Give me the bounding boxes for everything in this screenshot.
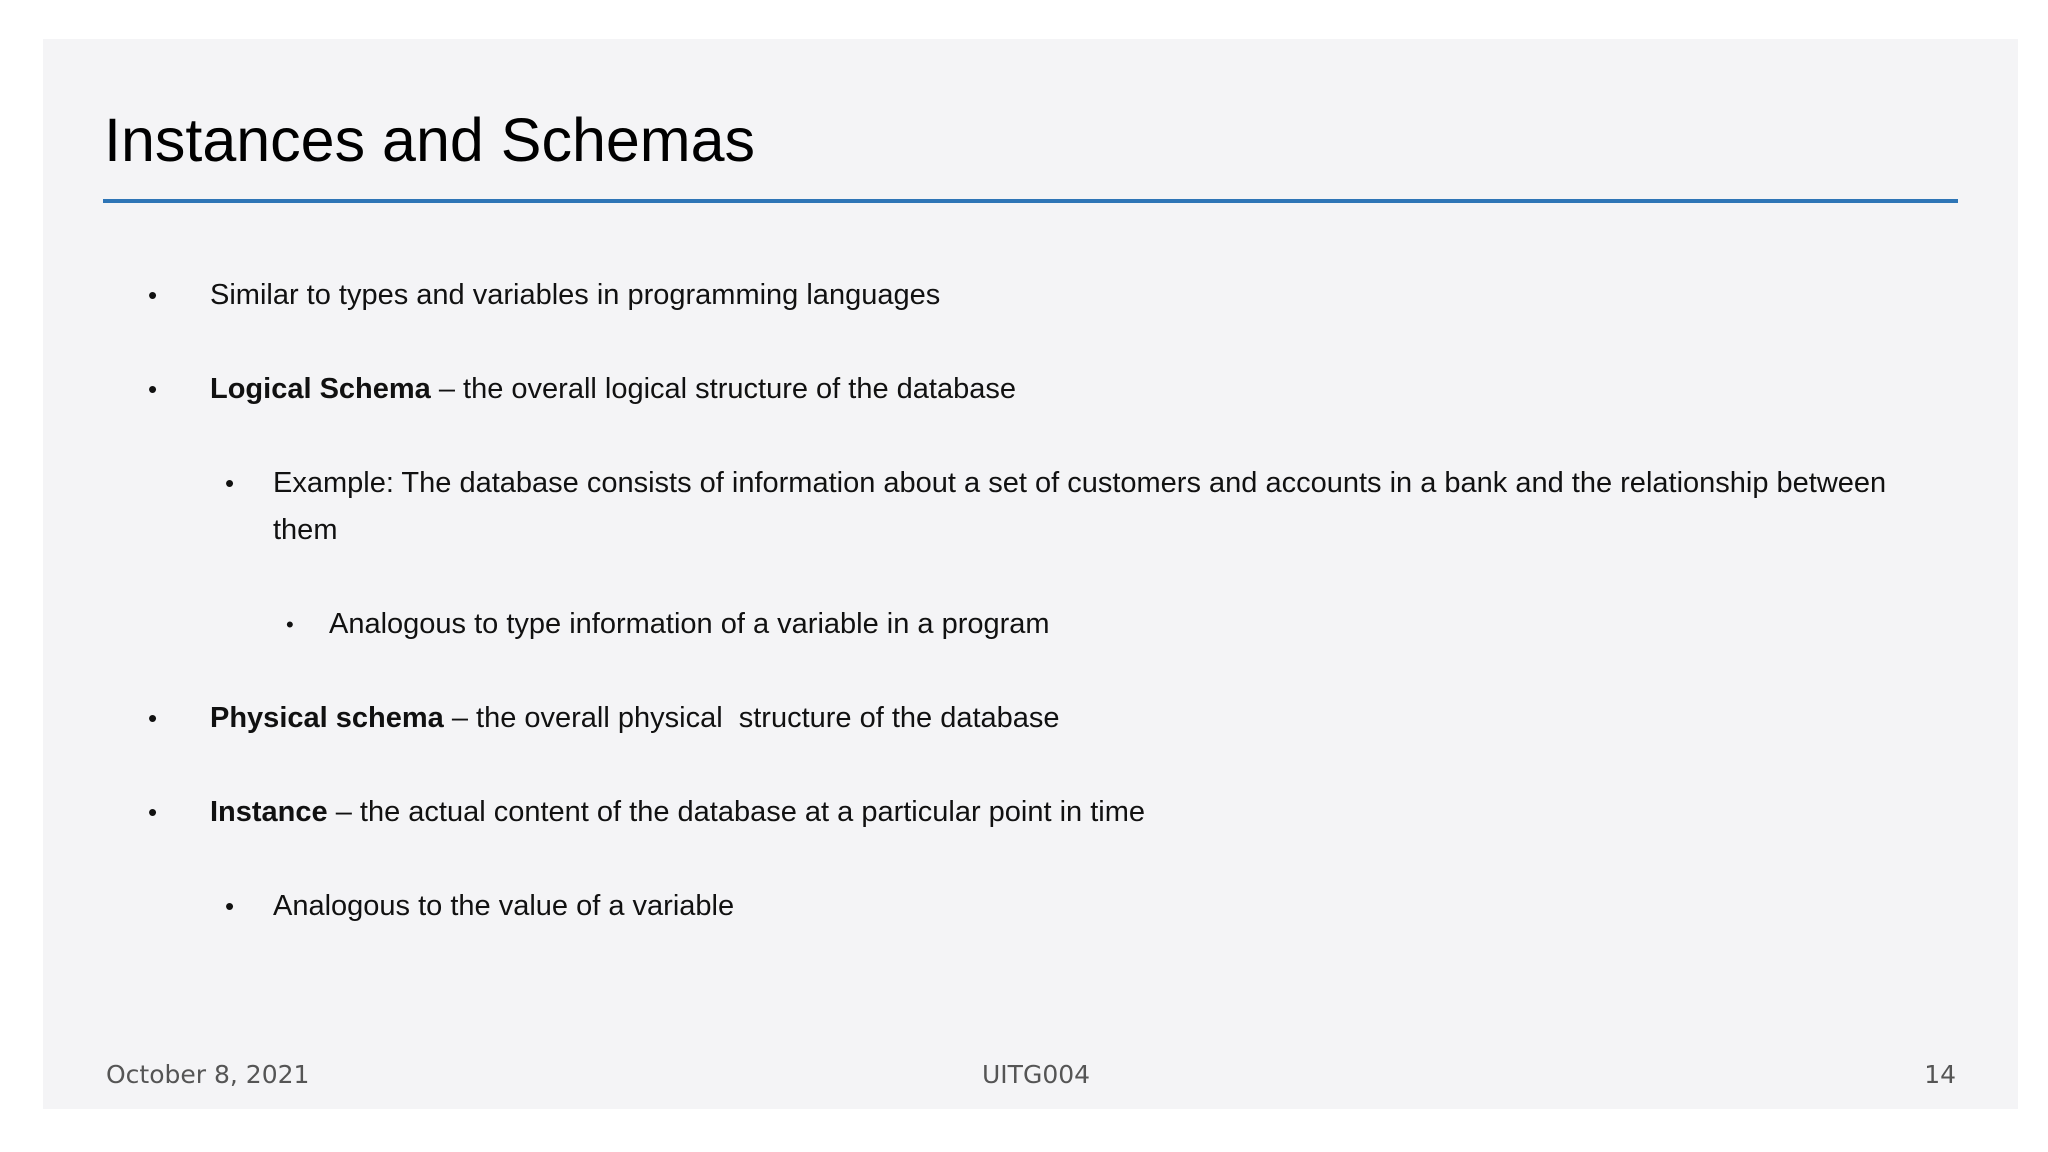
bullet-dot: • [148, 374, 158, 404]
bullet-item [225, 460, 1952, 554]
footer-date: October 8, 2021 [106, 1060, 310, 1089]
bullet-definition: – the actual content of the database at a particular point in time [327, 796, 1146, 828]
bullet-item [148, 272, 941, 319]
bullet-term: Instance [210, 796, 328, 828]
bullet-dot: • [148, 280, 158, 310]
bullet-text: Analogous to the value of a variable [273, 890, 735, 922]
bullet-definition: – the overall physical structure of the database [443, 702, 1060, 734]
bullet-text: Analogous to type information of a variable in a program [329, 608, 1050, 640]
bullet-dot: • [286, 612, 294, 637]
bullet-item [148, 366, 1016, 413]
bullet-definition: – the overall logical structure of the database [430, 373, 1016, 405]
slide-number: 14 [1924, 1060, 1956, 1089]
bullet-text [164, 366, 1016, 413]
bullet-item [225, 883, 1952, 930]
slide-title: Instances and Schemas [104, 106, 756, 174]
bullet-text [164, 789, 1145, 836]
bullet-text: Example: The database consists of information about a set of customers and accounts in a bank and the relationship between them [273, 467, 1887, 546]
bullet-dot: • [225, 468, 235, 498]
bullet-text [164, 695, 1060, 742]
bullet-term: Logical Schema [210, 373, 431, 405]
slide [43, 39, 2018, 1109]
bullet-text: Similar to types and variables in programming languages [210, 279, 941, 311]
bullet-item [286, 601, 1050, 648]
bullet-item [148, 695, 1060, 742]
bullet-dot: • [148, 797, 158, 827]
bullet-term: Physical schema [210, 702, 444, 734]
bullet-dot: • [225, 891, 235, 921]
bullet-item [148, 789, 1146, 836]
bullet-dot: • [148, 703, 158, 733]
title-underline [103, 199, 1958, 203]
footer-course-code: UITG004 [982, 1060, 1091, 1089]
